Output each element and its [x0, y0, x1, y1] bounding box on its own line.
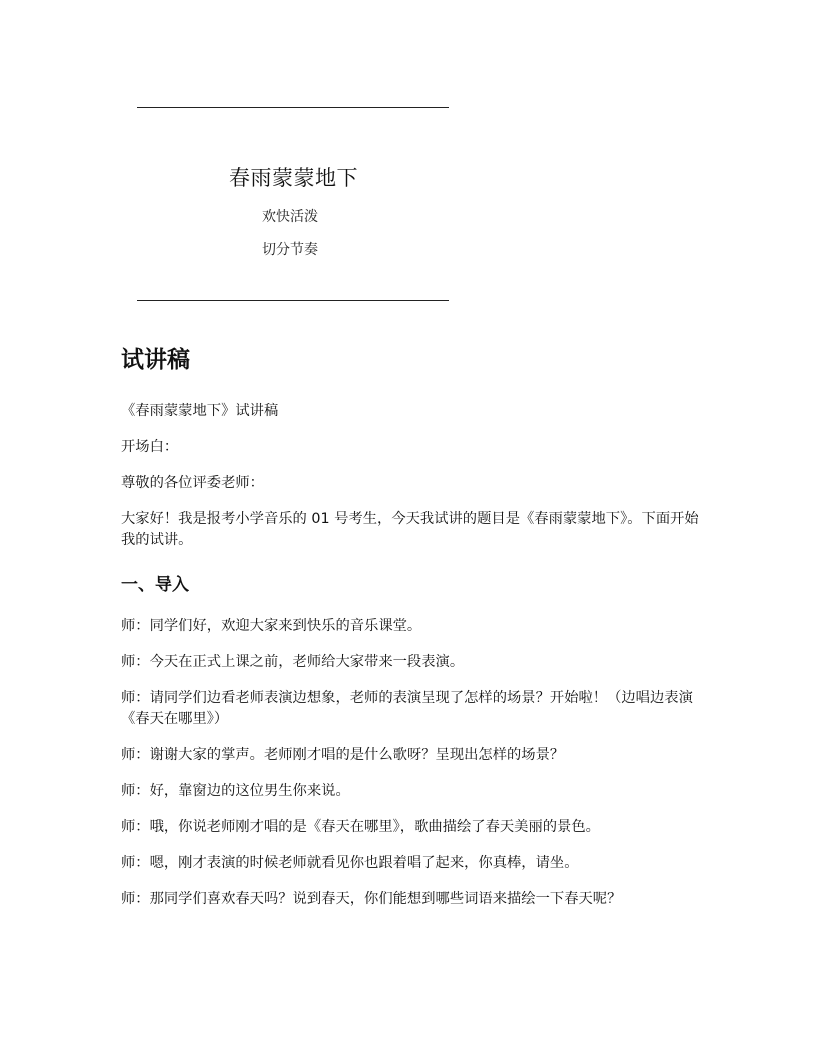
paragraph: 师：那同学们喜欢春天吗？说到春天，你们能想到哪些词语来描绘一下春天呢？: [121, 891, 622, 907]
section-heading: 一、导入: [121, 575, 189, 595]
paragraph: 师：同学们好，欢迎大家来到快乐的音乐课堂。: [121, 618, 422, 634]
paragraph: 师：哦，你说老师刚才唱的是《春天在哪里》，歌曲描绘了春天美丽的景色。: [121, 819, 600, 835]
cover-subtitle: 欢快活泼: [262, 209, 318, 225]
paragraph: 师：谢谢大家的掌声。老师刚才唱的是什么歌呀？呈现出怎样的场景？: [121, 747, 565, 763]
paragraph: 大家好！我是报考小学音乐的 01 号考生，今天我试讲的题目是《春雨蒙蒙地下》。下面开始我的试讲。: [121, 511, 699, 548]
paragraph: 师：请同学们边看老师表演边想象，老师的表演呈现了怎样的场景？开始啦！（边唱边表演《春天在哪里》）: [121, 690, 693, 727]
paragraph: 开场白：: [121, 439, 179, 455]
document-heading: 试讲稿: [121, 347, 190, 373]
cover-subtitle: 切分节奏: [262, 242, 318, 258]
cover-rule-top: [137, 107, 449, 108]
paragraph: 师：嗯，刚才表演的时候老师就看见你也跟着唱了起来，你真棒，请坐。: [121, 855, 579, 871]
cover-rule-bottom: [137, 300, 449, 301]
document-body: [121, 341, 706, 925]
paragraph: 师：好，靠窗边的这位男生你来说。: [121, 783, 350, 799]
paragraph: 师：今天在正式上课之前，老师给大家带来一段表演。: [121, 654, 465, 670]
cover-title: 春雨蒙蒙地下: [229, 166, 358, 190]
paragraph: 《春雨蒙蒙地下》试讲稿: [121, 403, 279, 419]
paragraph: 尊敬的各位评委老师：: [121, 475, 264, 491]
